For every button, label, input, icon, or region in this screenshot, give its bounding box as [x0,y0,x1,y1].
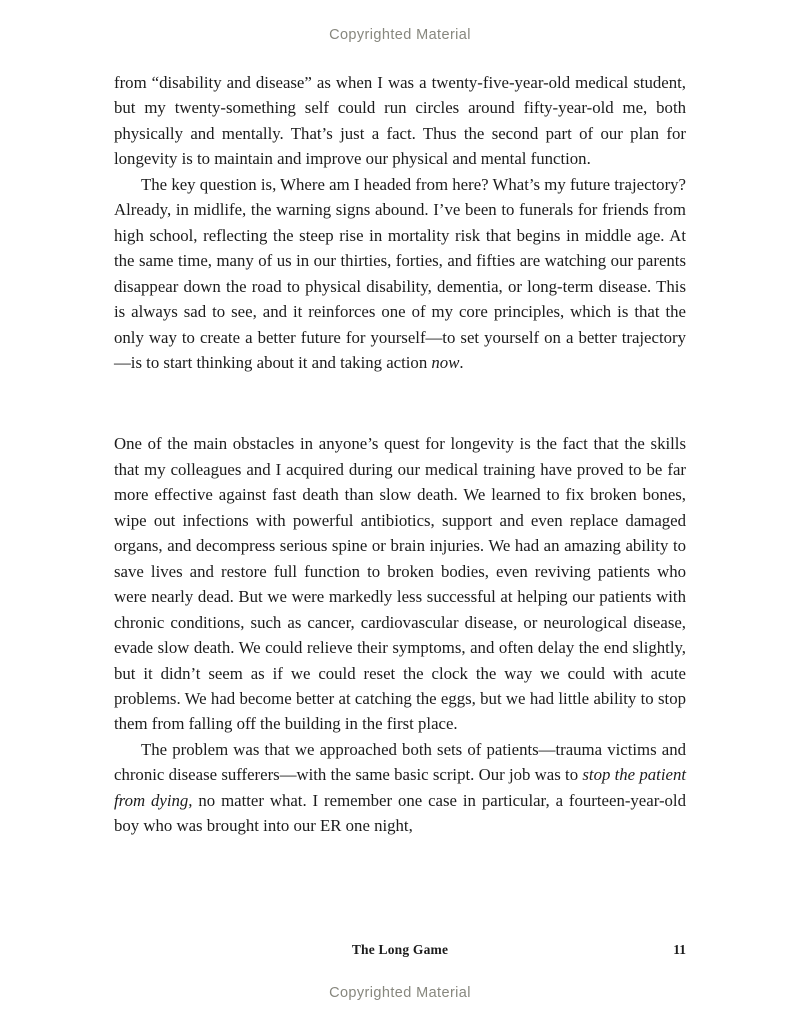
paragraph-italic-text: now [431,352,460,372]
paragraph: from “disability and disease” as when I was a twenty-five-year-old medical student, but my twenty-something self could run circles around fifty-year-old me, both physically and mentally. That’s just a fact. Thus the second part of our plan for longevity is to maintain and improve our physical and mental function. [114,73,686,169]
page-number: 11 [673,942,686,957]
body-text [114,70,686,839]
paragraph [114,737,686,839]
paragraph-text: The problem was that we approached both sets of patients—trauma victims and chronic disease sufferers—with the same basic script. Our job was to [114,739,686,785]
paragraph-text: no matter what. I remember one case in particular, a fourteen-year-old boy who was brought into our ER one night, [114,790,686,836]
paragraph: One of the main obstacles in anyone’s quest for longevity is the fact that the skills that my colleagues and I acquired during our medical training have proved to be far more effective against fast death than slow death. We learned to fix broken bones, wipe out infections with powerful antibiotics, support and even replace damaged organs, and decompress serious spine or brain injuries. We had an amazing ability to save lives and restore full function to broken bodies, even reviving patients who were nearly dead. But we were markedly less successful at helping our patients with chronic conditions, such as cancer, cardiovascular disease, or neurological disease, evade slow death. We could relieve their symptoms, and often delay the end slightly, but it didn’t seem as if we could reset the clock the way we could with acute problems. We had become better at catching the eggs, but we had little ability to stop them from falling off the building in the first place. [114,434,686,734]
paragraph-text: The key question is, Where am I headed from here? What’s my future trajectory? Already, in midlife, the warning signs abound. I’ve been to funerals for friends from high school, reflecting the steep rise in mortality risk that begins in middle age. At the same time, many of us in our thirties, forties, and fifties are watching our parents disappear down the road to physical disability, dementia, or long-term disease. This is always sad to see, and it reinforces one of my core principles, which is that the only way to create a better future for yourself—to set yourself on a better trajectory—is to start thinking about it and taking action [114,174,686,372]
paragraph-text: . [459,352,464,372]
paragraph-italic-text: stop the patient from dying, [114,765,686,810]
copyright-notice-bottom: Copyrighted Material [329,985,471,1001]
running-title: The Long Game [351,942,449,957]
page-footer [114,942,686,958]
paragraph [114,172,686,376]
copyright-notice-top: Copyrighted Material [329,27,471,43]
